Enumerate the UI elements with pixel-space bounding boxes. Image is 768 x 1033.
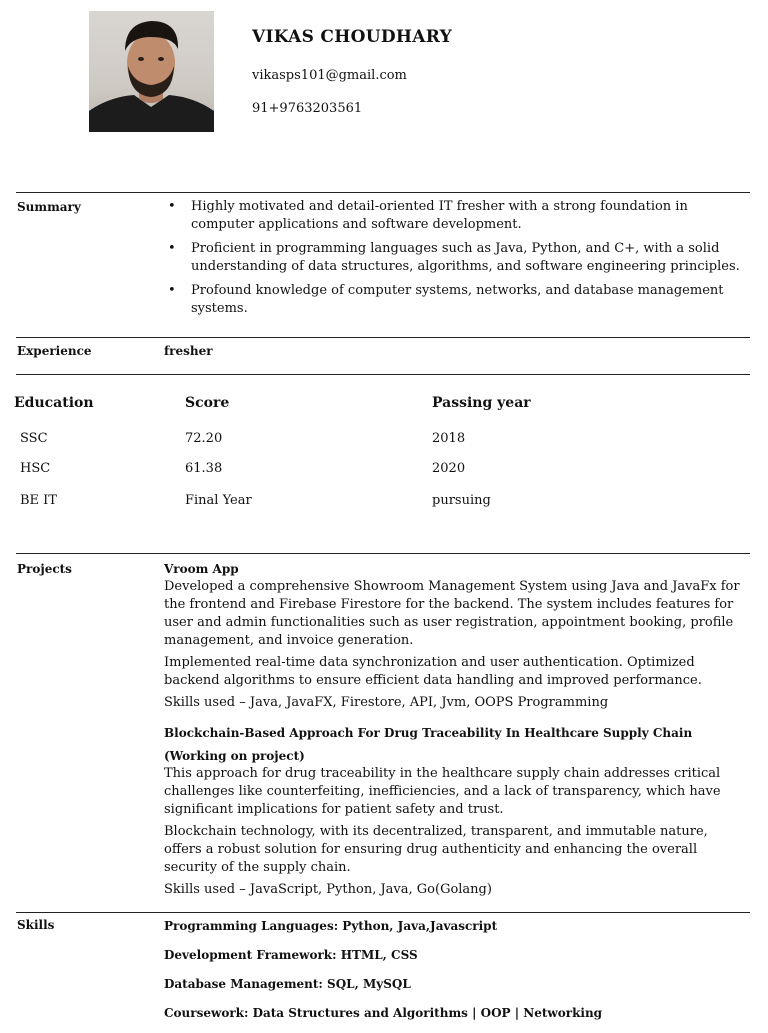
- project-description: Implemented real-time data synchronization and user authentication. Optimized backend algorithms to ensure efficient data handling and improved performance.: [164, 655, 702, 688]
- project-description: Blockchain technology, with its decentralized, transparent, and immutable nature, offers a robust solution for ensuring drug authenticity and enhancing the overall security of the supply chain.: [164, 824, 708, 875]
- experience-value: fresher: [164, 344, 213, 358]
- email-text: vikasps101@gmail.com: [252, 68, 407, 83]
- score-cell: 61.38: [185, 461, 223, 476]
- passing-year-header: Passing year: [432, 395, 531, 411]
- education-cell: BE IT: [20, 493, 57, 508]
- summary-list: [168, 198, 743, 324]
- project-skills: Skills used – Java, JavaFX, Firestore, API, Jvm, OOPS Programming: [164, 695, 609, 710]
- score-cell: 72.20: [185, 431, 223, 446]
- project-status: (Working on project): [164, 749, 305, 763]
- year-cell: 2020: [432, 461, 466, 476]
- education-cell: SSC: [20, 431, 48, 446]
- section-divider: [16, 912, 750, 913]
- skill-item: Programming Languages: Python, Java,Javascript: [164, 919, 498, 933]
- education-header: Education: [14, 395, 94, 411]
- project-description: This approach for drug traceability in the healthcare supply chain addresses critical challenges like counterfeiting, inefficiencies, and a lack of transparency, which have significant implications for patient safety and trust.: [164, 766, 721, 817]
- skill-item: Development Framework: HTML, CSS: [164, 948, 418, 962]
- section-divider: [16, 553, 750, 554]
- summary-item: • Profound knowledge of computer systems, networks, and database management systems.: [168, 283, 724, 316]
- education-cell: HSC: [20, 461, 51, 476]
- project-title: Vroom App: [164, 562, 239, 576]
- summary-item: • Highly motivated and detail-oriented IT fresher with a strong foundation in computer applications and software development.: [168, 199, 688, 232]
- experience-label: Experience: [17, 344, 92, 358]
- year-cell: 2018: [432, 431, 466, 446]
- skill-item: Database Management: SQL, MySQL: [164, 977, 411, 991]
- phone-text: 91+9763203561: [252, 101, 363, 116]
- score-header: Score: [185, 395, 230, 411]
- section-divider: [16, 192, 750, 193]
- bullet-dot-icon: •: [168, 241, 176, 256]
- project-skills: Skills used – JavaScript, Python, Java, Go(Golang): [164, 882, 492, 897]
- bullet-dot-icon: •: [168, 283, 176, 298]
- project-description: Developed a comprehensive Showroom Management System using Java and JavaFx for the frontend and Firebase Firestore for the backend. The system includes features for user and admin functionalities such as user registration, appointment booking, profile management, and invoice generation.: [164, 579, 740, 648]
- projects-content: [164, 560, 744, 903]
- profile-photo: [89, 11, 214, 132]
- skills-list: [164, 917, 744, 1033]
- bullet-dot-icon: •: [168, 199, 176, 214]
- summary-label: Summary: [17, 200, 81, 214]
- summary-item: • Proficient in programming languages such as Java, Python, and C+, with a solid understanding of data structures, algorithms, and software engineering principles.: [168, 241, 740, 274]
- section-divider: [16, 374, 750, 375]
- skills-label: Skills: [17, 918, 55, 932]
- year-cell: pursuing: [432, 493, 491, 508]
- project-title: Blockchain-Based Approach For Drug Traceability In Healthcare Supply Chain: [164, 726, 693, 740]
- candidate-name: VIKAS CHOUDHARY: [252, 27, 453, 47]
- score-cell: Final Year: [185, 493, 252, 508]
- section-divider: [16, 337, 750, 338]
- skill-item: Coursework: Data Structures and Algorithms | OOP | Networking: [164, 1006, 603, 1020]
- projects-label: Projects: [17, 562, 72, 576]
